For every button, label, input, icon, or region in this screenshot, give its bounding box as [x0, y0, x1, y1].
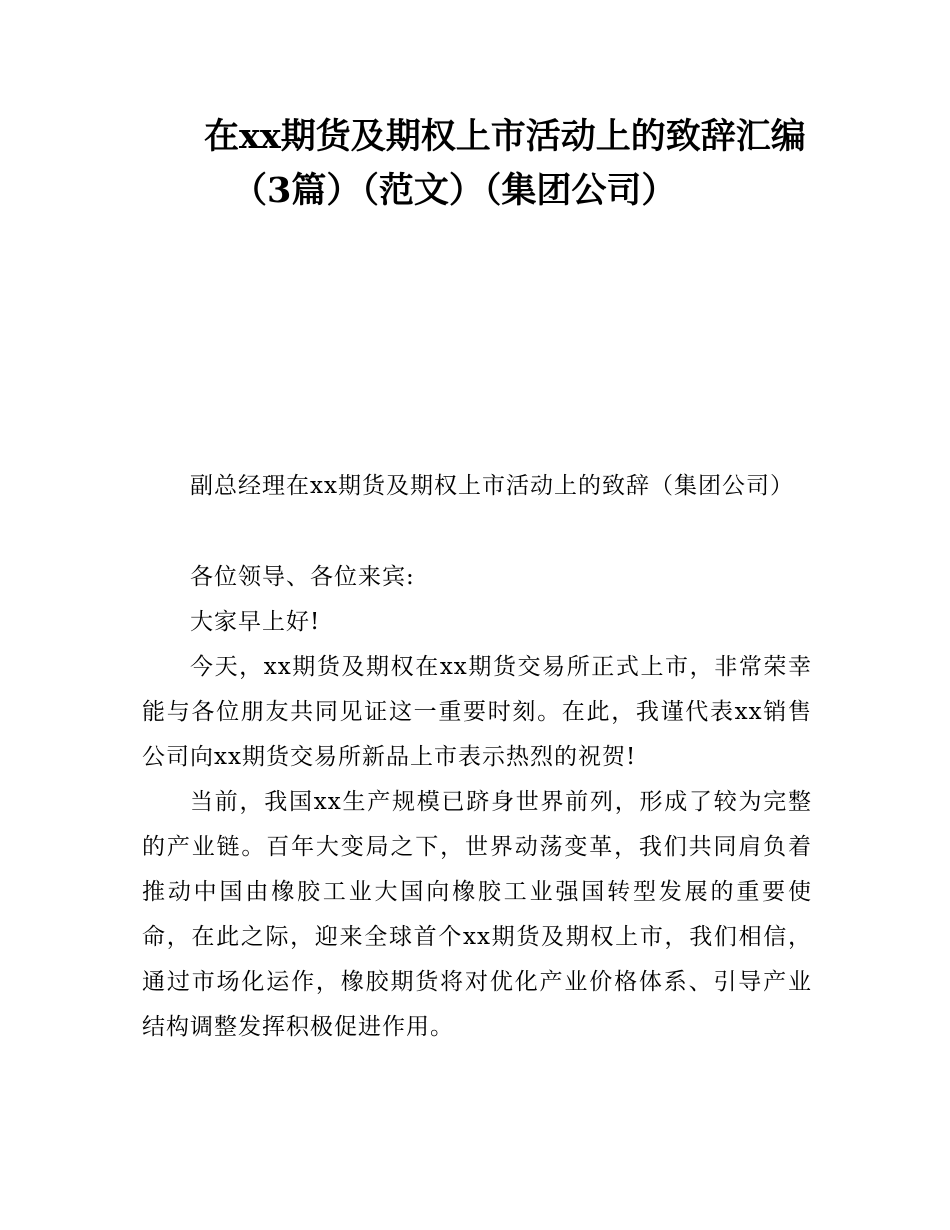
document-body: [142, 464, 812, 1050]
document-title: [0, 110, 950, 218]
paragraph-1: 今天，xx期货及期权在xx期货交易所正式上市，非常荣幸能与各位朋友共同见证这一重要时刻。在此，我谨代表xx销售公司向xx期货交易所新品上市表示热烈的祝贺!: [142, 654, 812, 770]
greeting: 大家早上好!: [190, 609, 321, 635]
speech-heading: 副总经理在xx期货及期权上市活动上的致辞（集团公司）: [190, 473, 794, 499]
salutation: 各位领导、各位来宾:: [190, 564, 415, 590]
paragraph-2: 当前，我国xx生产规模已跻身世界前列，形成了较为完整的产业链。百年大变局之下，世界动荡变革，我们共同肩负着推动中国由橡胶工业大国向橡胶工业强国转型发展的重要使命，在此之际，迎来全球首个xx期货及期权上市，我们相信，通过市场化运作，橡胶期货将对优化产业价格体系、引导产业结构调整发挥积极促进作用。: [142, 789, 812, 1040]
title-line-1: 在xx期货及期权上市活动上的致辞汇编: [204, 116, 806, 157]
title-line-2: （3篇）（范文）（集团公司）: [232, 170, 677, 211]
